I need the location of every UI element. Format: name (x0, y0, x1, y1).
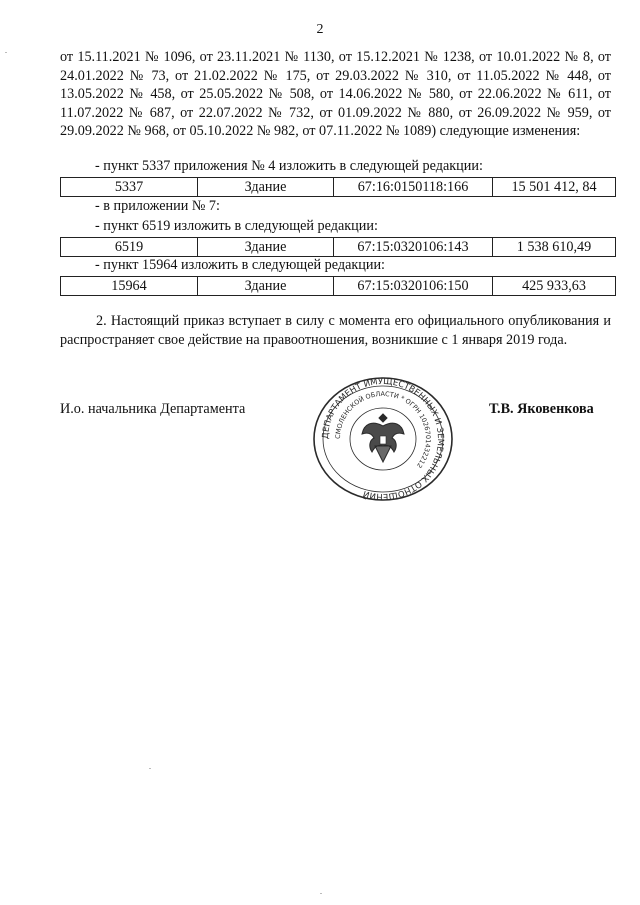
effective-date-paragraph: 2. Настоящий приказ вступает в силу с момента его официального опубликования и распространяет свое действие на правоотношения, возникшие с 1 января 2019 года. (60, 313, 611, 348)
signer-name: Т.В. Яковенкова (489, 401, 594, 417)
item-15964-instruction: - пункт 15964 изложить в следующей редакции: (95, 257, 385, 273)
scan-artifact-dot (5, 52, 7, 53)
cell-cadastral-number: 67:15:0320106:143 (334, 238, 493, 257)
cell-item-number: 5337 (61, 178, 198, 197)
stamp-inner-text: СМОЛЕНСКОЙ ОБЛАСТИ * ОГРН 1026701432212 (333, 389, 433, 470)
official-seal-stamp (312, 376, 454, 502)
cell-cadastral-value: 1 538 610,49 (493, 238, 616, 257)
table-row-6519 (60, 237, 616, 257)
stamp-outer-text: ДЕПАРТАМЕНТ ИМУЩЕСТВЕННЫХ И ЗЕМЕЛЬНЫХ ОТНОШЕНИЙ (320, 376, 446, 502)
table-row-5337 (60, 177, 616, 197)
scan-artifact-dot (320, 893, 322, 894)
scan-artifact-dot (149, 768, 151, 769)
cell-object-type: Здание (198, 178, 334, 197)
cell-cadastral-number: 67:15:0320106:150 (334, 277, 493, 296)
intro-paragraph: от 15.11.2021 № 1096, от 23.11.2021 № 1130, от 15.12.2021 № 1238, от 10.01.2022 № 8, от 24.01.2022 № 73, от 21.02.2022 № 175, от 29.03.2022 № 310, от 11.05.2022 № 448, от 13.05.2022 № 458, от 25.05.2022 № 508, от 14.06.2022 № 580, от 22.06.2022 № 611, от 11.07.2022 № 687, от 22.07.2022 № 732, от 01.09.2022 № 880, от 26.09.2022 № 959, от 29.09.2022 № 968, от 05.10.2022 № 982, от 07.11.2022 № 1089) следующие изменения: (60, 49, 611, 139)
cell-cadastral-value: 15 501 412, 84 (493, 178, 616, 197)
cell-cadastral-value: 425 933,63 (493, 277, 616, 296)
cell-cadastral-number: 67:16:0150118:166 (334, 178, 493, 197)
page-number: 2 (316, 22, 324, 37)
cell-object-type: Здание (198, 238, 334, 257)
signer-title: И.о. начальника Департамента (60, 401, 246, 417)
table-row-15964 (60, 276, 616, 296)
double-headed-eagle-emblem (362, 414, 404, 462)
cell-item-number: 6519 (61, 238, 198, 257)
appendix-7-heading: - в приложении № 7: (95, 198, 220, 214)
cell-item-number: 15964 (61, 277, 198, 296)
item-6519-instruction: - пункт 6519 изложить в следующей редакции: (95, 218, 378, 234)
item-5337-instruction: - пункт 5337 приложения № 4 изложить в следующей редакции: (95, 158, 483, 174)
cell-object-type: Здание (198, 277, 334, 296)
